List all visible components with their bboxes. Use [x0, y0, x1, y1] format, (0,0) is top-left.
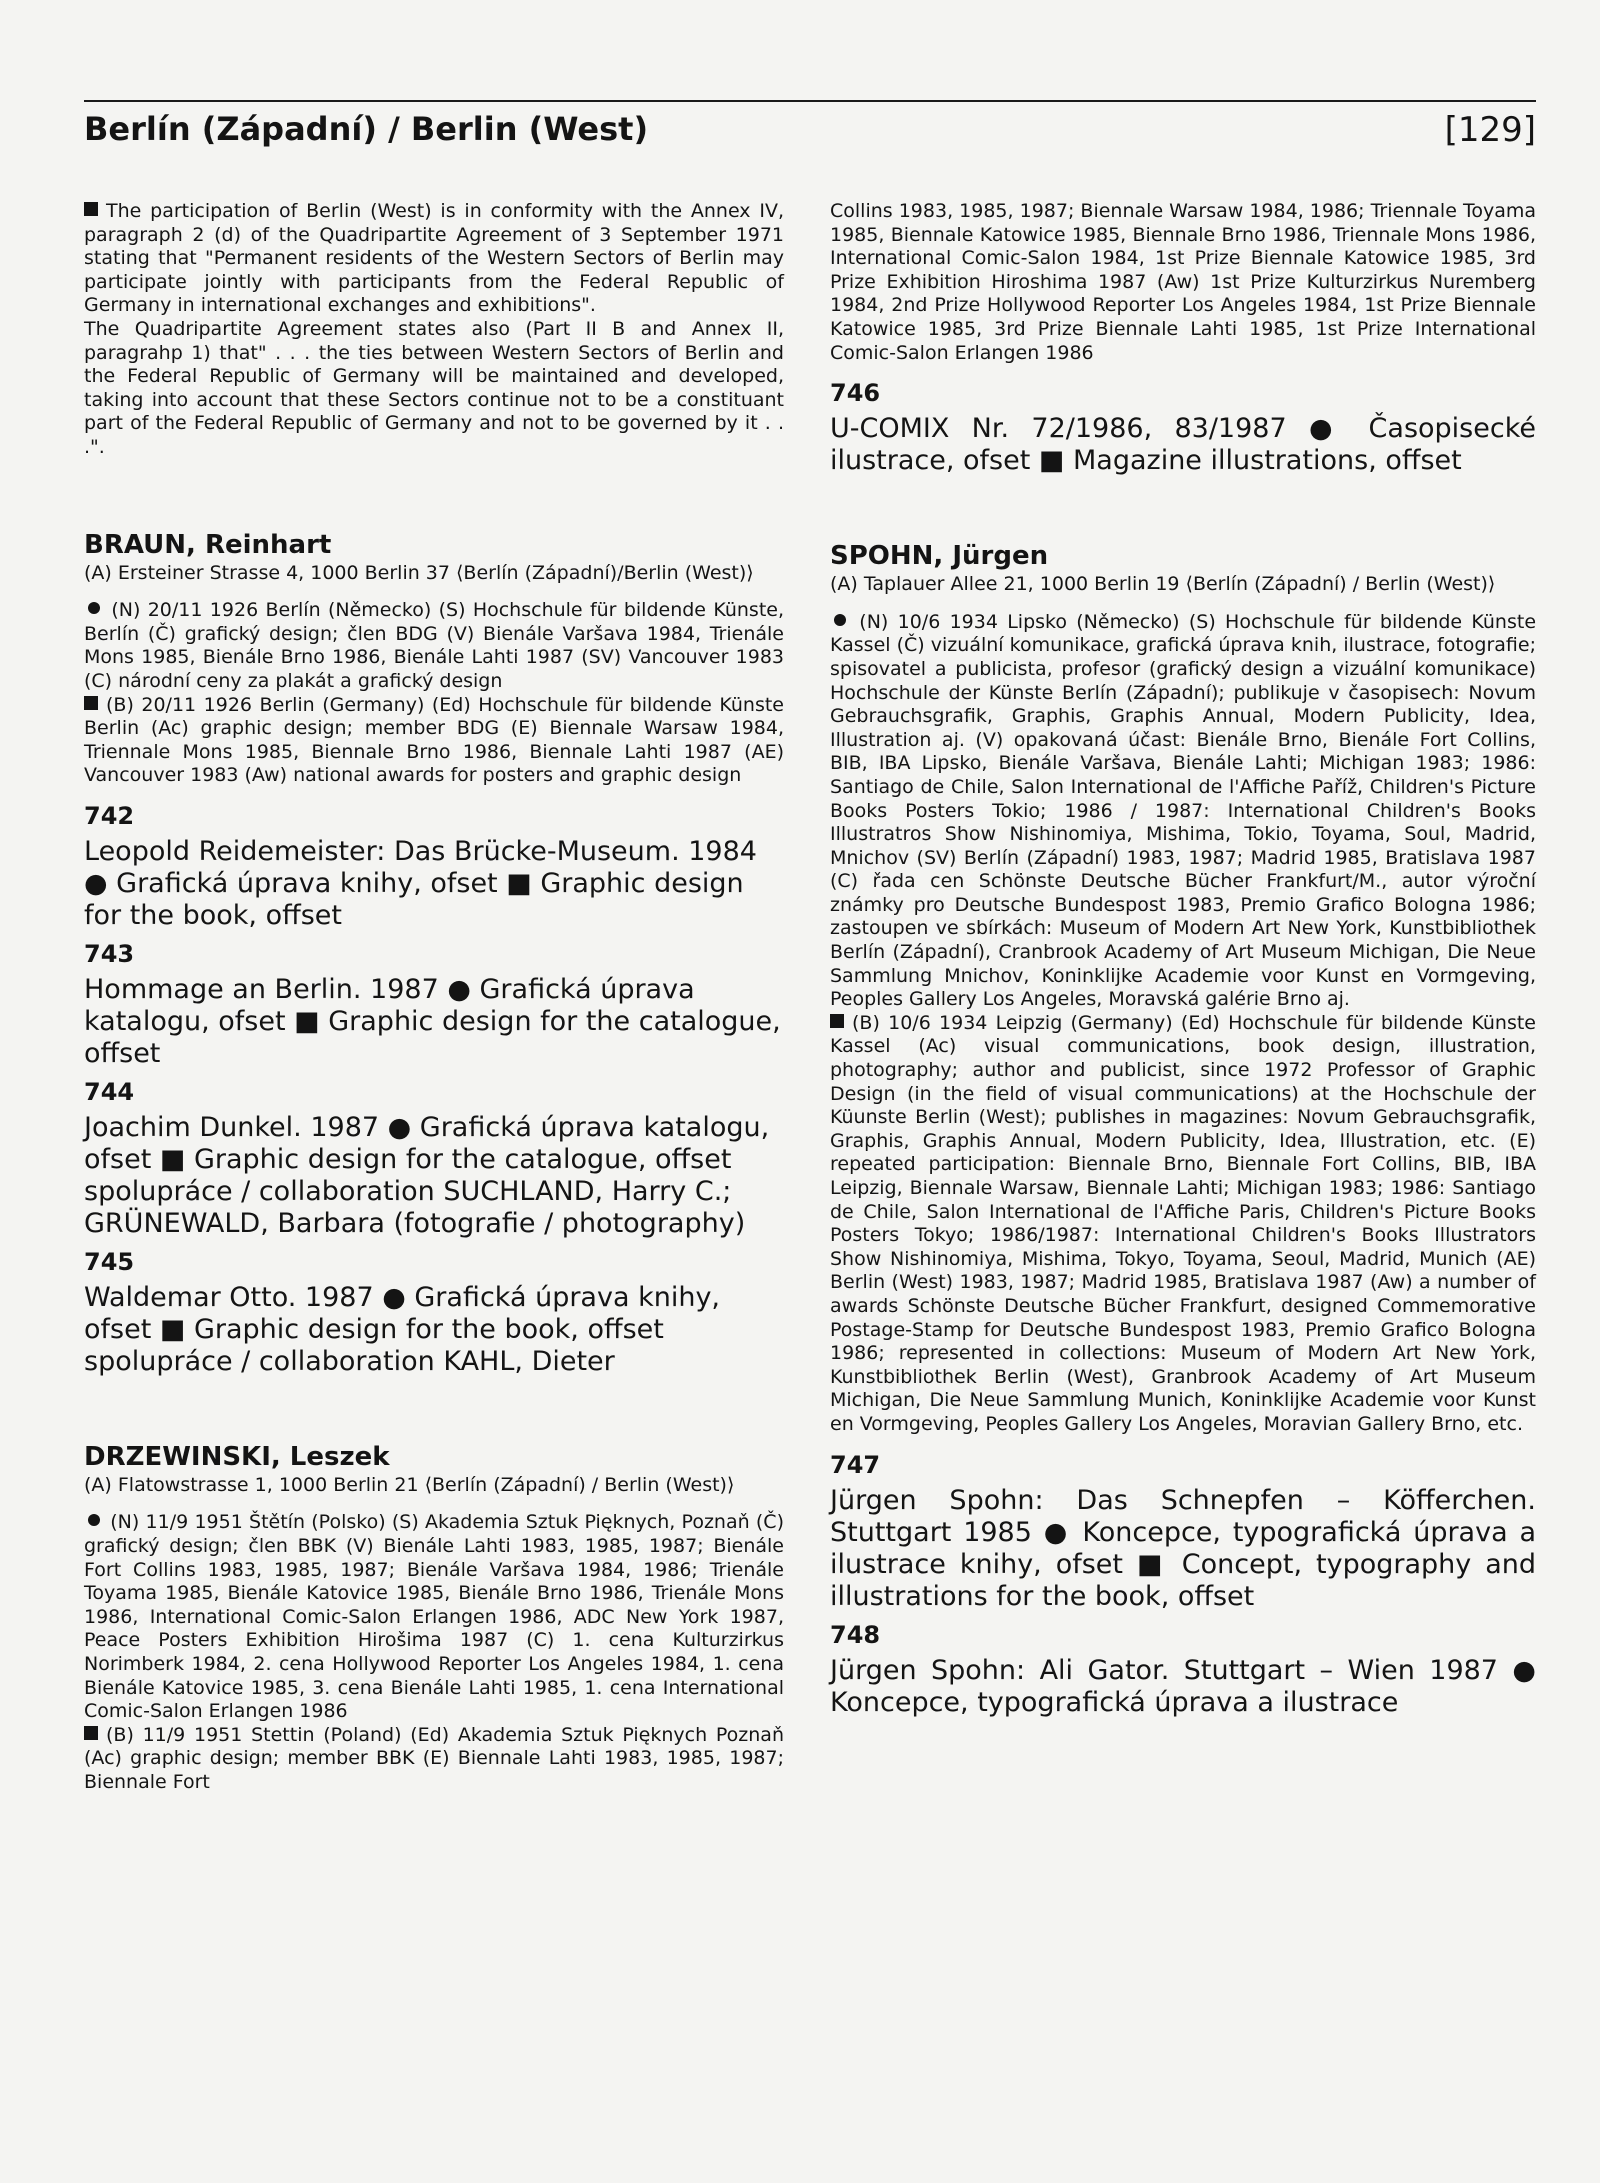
square-bullet-icon — [830, 1014, 844, 1028]
square-bullet-icon — [84, 696, 98, 710]
entry-caption: Waldemar Otto. 1987 ● Grafická úprava knihy, ofset ■ Graphic design for the book, offset spolupráce / collaboration KAHL, Dieter — [84, 1281, 721, 1377]
page-header — [84, 100, 1536, 150]
entry-caption: Hommage an Berlin. 1987 ● Grafická úprava katalogu, ofset ■ Graphic design for the catalogue, offset — [84, 973, 781, 1069]
intro-paragraph: The participation of Berlin (West) is in conformity with the Annex IV, paragraph 2 (d) of the Quadripartite Agreement of 3 September 1971 stating that "Permanent residents of the Western Sectors of Berlin may participate jointly with participants from the Federal Republic of Germany in international exchanges and exhibitions". The Quadripartite Agreement states also (Part II B and Annex II, paragrahp 1) that" . . . the ties between Western Sectors of Berlin and the Federal Republic of Germany will be maintained and developed, taking into account that these Sectors continue not to be a constituant part of the Federal Republic of Germany and not to be governed by it . . .". — [84, 200, 784, 458]
entry-caption: Jürgen Spohn: Ali Gator. Stuttgart – Wien 1987 ● Koncepce, typografická úprava a ilustrace — [830, 1654, 1536, 1718]
artist-bio-czech: (N) 10/6 1934 Lipsko (Německo) (S) Hochschule für bildende Künste Kassel (Č) vizuální komunikace, grafická úprava knih, ilustrace, fotografie; spisovatel a publicista, profesor (grafický design a vizuální komunikace) Hochschule der Künste Berlín (Západní); publikuje v časopisech: Novum Gebrauchsgrafik, Graphis, Graphis Annual, Modern Publicity, Idea, Illustration aj. (V) opakovaná účast: Bienále Brno, Bienále Fort Collins, BIB, IBA Lipsko, Bienále Varšava, Bienále Lahti; Michigan 1983; 1986: Santiago de Chile, Salon International de l'Affiche Paříž, Children's Picture Books Posters Tokio; 1986 / 1987: International Children's Books Illustratros Show Nishinomiya, Mishima, Tokio, Toyama, Soul, Madrid, Mnichov (SV) Berlín (Západní) 1983, 1987; Madrid 1985, Bratislava 1987 (C) řada cen Schönste Deutsche Bücher Frankfurt/M., autor výroční známky pro Deutsche Bundespost 1983, Premio Grafico Bologna 1986; zastoupen ve sbírkách: Museum of Modern Art New York, Kunstbibliothek Berlín (Západní), Cranbrook Academy of Art Museum Michigan, Die Neue Sammlung Mnichov, Koninklijke Academie voor Kunst en Vormgeving, Peoples Gallery Los Angeles, Moravská galérie Brno aj. (B) 10/6 1934 Leipzig (Germany) (Ed) Hochschule für bildende Künste Kassel (Ac) visual communications, book design, illustration, photography; author and publicist, since 1972 Professor of Graphic Design (in the field of visual communications) at the Hochschule der Küunste Berlin (West); publishes in magazines: Novum Gebrauchsgrafik, Graphis, Graphis Annual, Modern Publicity, Idea, Illustration, etc. (E) repeated participation: Biennale Brno, Biennale Fort Collins, BIB, IBA Leipzig, Biennale Warsaw, Biennale Lahti; Michigan 1983; 1986: Santiago de Chile, Salon International de l'Affiche Paris, Children's Picture Books Posters Tokyo; 1986/1987: International Children's Books Illustrators Show Nishinomiya, Mishima, Tokyo, Toyama, Seoul, Madrid, Munich (AE) Berlin (West) 1983, 1987; Madrid 1985, Bratislava 1987 (Aw) a number of awards Schönste Deutsche Bücher Frankfurt, designed Commemorative Postage-Stamp for Deutsche Bundespost 1983, Premio Grafico Bologna 1986; represented in collections: Museum of Modern Art New York, Kunstbibliothek Berlin (West), Granbrook Academy of Art Museum Michigan, Die Neue Sammlung Munich, Koninklijke Academie voor Kunst en Vormgeving, Peoples Gallery Los Angeles, Moravian Gallery Brno, etc. — [830, 610, 1537, 1435]
entry-caption: Leopold Reidemeister: Das Brücke-Museum. 1984 ● Grafická úprava knihy, ofset ■ Graphic design for the book, offset — [84, 835, 757, 931]
round-bullet-icon — [88, 602, 100, 614]
entry-number: 745 — [84, 1247, 135, 1276]
entry-number: 742 — [84, 801, 135, 830]
round-bullet-icon — [88, 1514, 100, 1526]
entry-caption: Jürgen Spohn: Das Schnepfen – Köfferchen. Stuttgart 1985 ● Koncepce, typografická úprava a ilustrace knihy, ofset ■ Concept, typography and illustrations for the book, offset — [830, 1484, 1536, 1612]
square-bullet-icon — [84, 202, 98, 216]
entry-number: 743 — [84, 939, 135, 968]
entry-number: 744 — [84, 1077, 135, 1106]
entry-number: 747 — [830, 1450, 881, 1479]
artist-bio-continued: Collins 1983, 1985, 1987; Biennale Warsaw 1984, 1986; Triennale Toyama 1985, Biennale Katowice 1985, Biennale Brno 1986, Triennale Mons 1986, International Comic-Salon 1984, 1st Prize Biennale Katowice 1985, 3rd Prize Exhibition Hiroshima 1987 (Aw) 1st Prize Kulturzirkus Nuremberg 1984, 2nd Prize Hollywood Reporter Los Angeles 1984, 1st Prize Biennale Katowice 1985, 3rd Prize Biennale Lahti 1985, 1st Prize International Comic-Salon Erlangen 1986 — [830, 200, 1536, 364]
square-bullet-icon — [84, 1726, 98, 1740]
entry-caption: U-COMIX Nr. 72/1986, 83/1987 ● Časopisecké ilustrace, ofset ■ Magazine illustrations, offset — [830, 413, 1536, 477]
entry-number: 748 — [830, 1620, 881, 1649]
artist-address: (A) Ersteiner Strasse 4, 1000 Berlin 37 ⟨Berlín (Západní)/Berlin (West)⟩ — [84, 561, 754, 584]
page-number: [129] — [1444, 110, 1536, 150]
artist-bio-czech: (N) 20/11 1926 Berlín (Německo) (S) Hochschule für bildende Künste, Berlín (Č) grafický design; člen BDG (V) Bienále Varšava 1984, Trienále Mons 1985, Bienále Brno 1986, Bienále Lahti 1987 (SV) Vancouver 1983 (C) národní ceny za plakát a grafický design (B) 20/11 1926 Berlin (Germany) (Ed) Hochschule für bildende Künste Berlin (Ac) graphic design; member BDG (E) Biennale Warsaw 1984, Triennale Mons 1985, Biennale Brno 1986, Biennale Lahti 1987 (AE) Vancouver 1983 (Aw) national awards for posters and graphic design — [84, 599, 784, 787]
artist-name: DRZEWINSKI, Leszek — [84, 1441, 390, 1472]
round-bullet-icon — [834, 614, 846, 626]
artist-name: SPOHN, Jürgen — [830, 541, 1049, 572]
artist-address: (A) Taplauer Allee 21, 1000 Berlin 19 ⟨Berlín (Západní) / Berlin (West)⟩ — [830, 573, 1496, 596]
entry-caption: Joachim Dunkel. 1987 ● Grafická úprava katalogu, ofset ■ Graphic design for the catalogue, offset spolupráce / collaboration SUCHLAND, Harry C.; GRÜNEWALD, Barbara (fotografie / photography) — [84, 1111, 770, 1239]
left-column — [84, 200, 784, 1809]
entry-number: 746 — [830, 379, 881, 408]
right-column — [830, 200, 1536, 1727]
artist-name: BRAUN, Reinhart — [84, 529, 332, 560]
artist-address: (A) Flatowstrasse 1, 1000 Berlin 21 ⟨Berlín (Západní) / Berlin (West)⟩ — [84, 1473, 735, 1496]
artist-bio-czech: (N) 11/9 1951 Štětín (Polsko) (S) Akademia Sztuk Pięknych, Poznaň (Č) grafický design; člen BBK (V) Bienále Lahti 1983, 1985, 1987; Bienále Fort Collins 1983, 1985, 1987; Bienále Varšava 1984, 1986; Trienále Toyama 1985, Bienále Katovice 1985, Bienále Brno 1986, Trienále Mons 1986, International Comic-Salon Erlangen 1986, ADC New York 1987, Peace Posters Exhibition Hirošima 1987 (C) 1. cena Kulturzirkus Norimberk 1984, 2. cena Hollywood Reporter Los Angeles 1984, 1. cena Bienále Katovice 1985, 3. cena Bienále Lahti 1985, 1. cena International Comic-Salon Erlangen 1986 (B) 11/9 1951 Stettin (Poland) (Ed) Akademia Sztuk Pięknych Poznaň (Ac) graphic design; member BBK (E) Biennale Lahti 1983, 1985, 1987; Biennale Fort — [84, 1511, 784, 1793]
page-title: Berlín (Západní) / Berlin (West) — [84, 110, 649, 148]
